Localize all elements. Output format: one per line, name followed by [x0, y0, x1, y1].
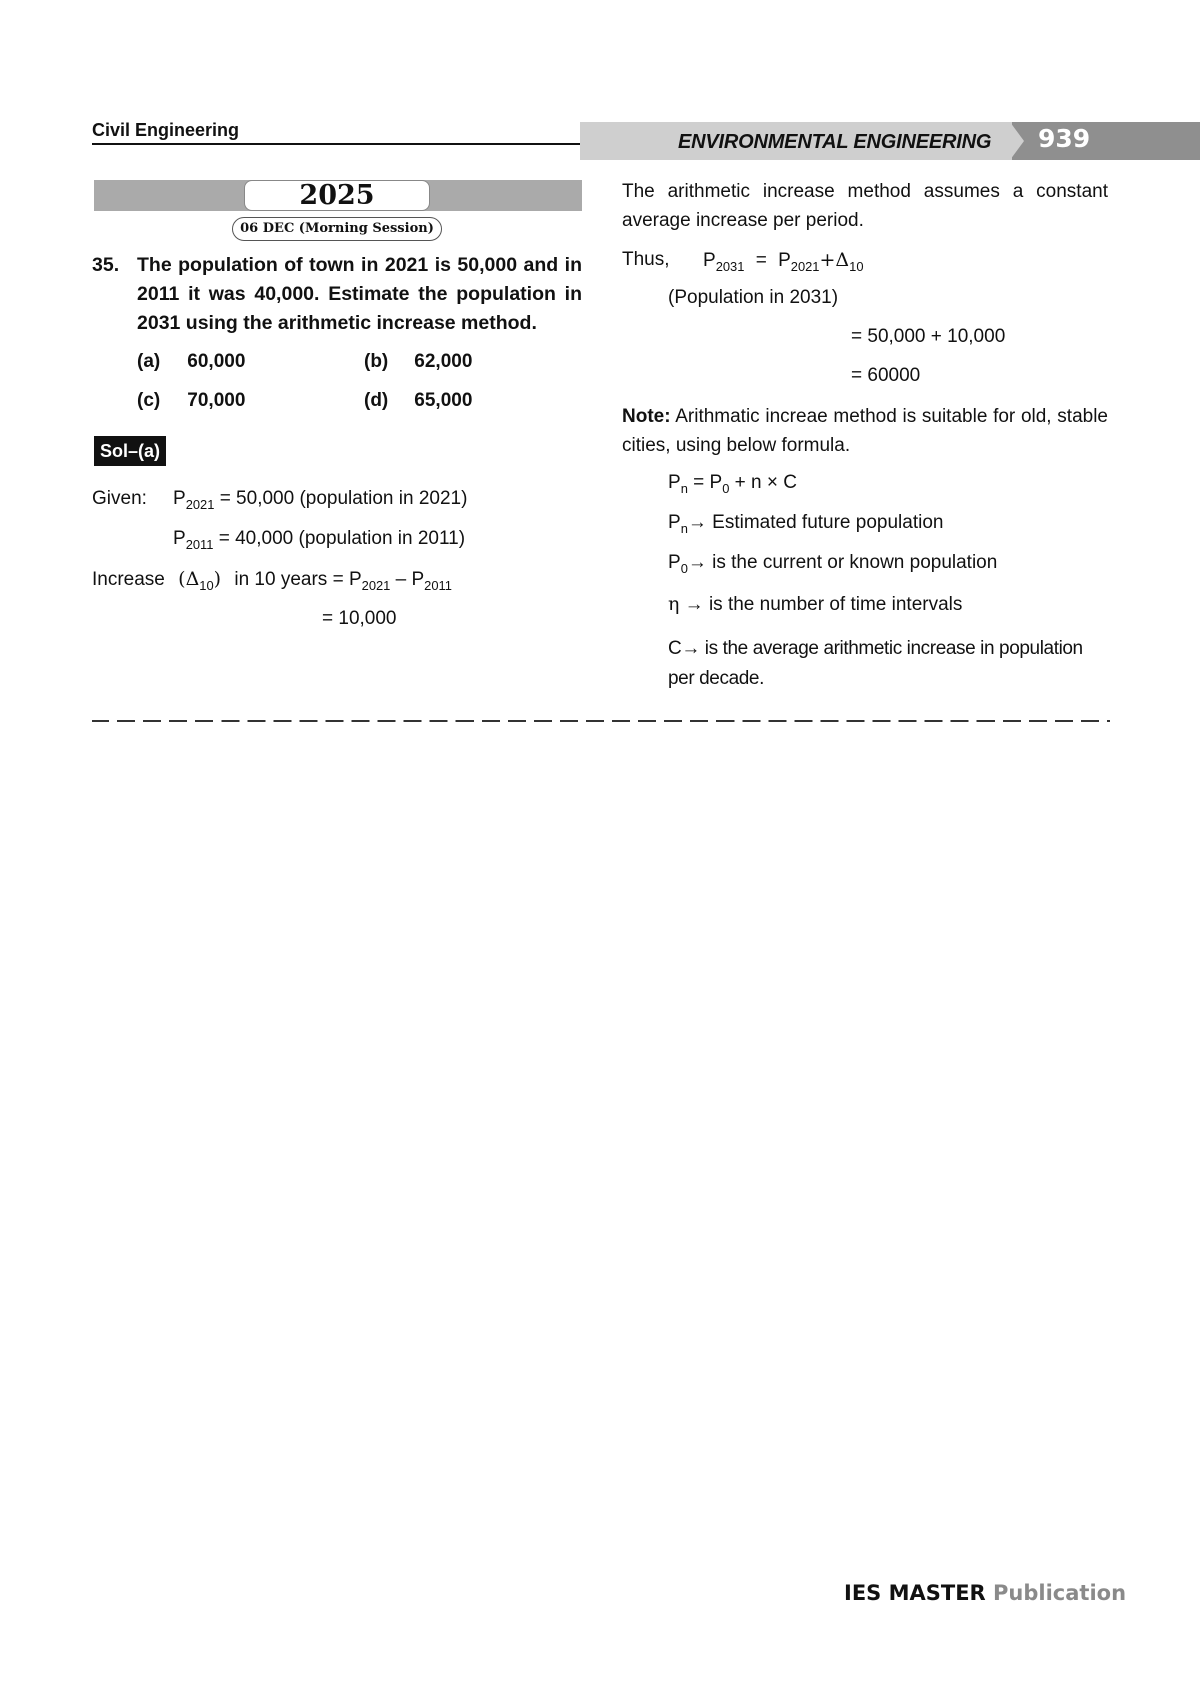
- equals-sign: =: [755, 250, 767, 271]
- given-value: = 50,000 (population in 2021): [219, 488, 468, 509]
- definition-text: → is the current or known population: [687, 552, 998, 573]
- page-tab-notch: [1010, 122, 1024, 160]
- note-label: Note:: [622, 406, 671, 427]
- delta-open: (Δ: [178, 568, 200, 590]
- year-label: 2025: [244, 180, 430, 211]
- eta-symbol: η: [668, 593, 680, 615]
- p-symbol: P: [703, 250, 716, 271]
- increase-label: Increase: [92, 569, 165, 590]
- section-divider: [92, 720, 1110, 722]
- p-symbol: P: [668, 472, 681, 493]
- delta-close: ): [213, 568, 222, 590]
- given-line-2011: [173, 527, 465, 552]
- option-value: 62,000: [414, 351, 473, 372]
- option-d: [364, 390, 472, 412]
- definition-pn: [668, 511, 943, 536]
- p-symbol: P: [668, 512, 681, 533]
- question-text: The population of town in 2021 is 50,000 and in 2011 it was 40,000. Estimate the population in 2031 using the arithmetic increase method.: [137, 254, 582, 334]
- subscript: n: [680, 481, 688, 497]
- solution-badge: Sol–(a): [94, 436, 166, 466]
- option-value: 60,000: [187, 351, 246, 372]
- p-symbol: P: [173, 528, 186, 549]
- calculation-step-1: = 50,000 + 10,000: [851, 326, 1006, 347]
- definition-eta: [668, 592, 962, 617]
- option-label: (d): [364, 390, 389, 411]
- running-header-title: Civil Engineering: [92, 120, 240, 140]
- calculation-step-2: = 60000: [851, 365, 921, 386]
- definition-text: → is the average arithmetic increase in population per decade.: [668, 638, 1083, 689]
- formula-middle: = P: [687, 472, 723, 493]
- note-paragraph: [622, 402, 1108, 460]
- increase-line: [92, 567, 452, 593]
- subscript: 2011: [185, 537, 214, 553]
- thus-label: Thus,: [622, 249, 670, 270]
- definition-p0: [668, 551, 997, 576]
- increase-expression: in 10 years = P: [234, 569, 362, 590]
- note-text: Arithmatic increae method is suitable for old, stable cities, using below formula.: [622, 406, 1108, 456]
- option-b: [364, 351, 472, 373]
- subscript: n: [680, 521, 688, 537]
- minus-term: – P: [395, 569, 425, 590]
- option-value: 65,000: [414, 390, 473, 411]
- question-number: 35.: [92, 254, 120, 276]
- option-label: (b): [364, 351, 389, 372]
- given-label: Given:: [92, 488, 147, 509]
- increase-result: = 10,000: [322, 608, 397, 629]
- subject-title: ENVIRONMENTAL ENGINEERING: [678, 131, 992, 153]
- option-a: [137, 351, 245, 373]
- publisher-brand: IES MASTER: [844, 1581, 986, 1605]
- equation-p2031: [703, 248, 864, 274]
- population-2031-label: (Population in 2031): [668, 287, 839, 308]
- formula: [668, 471, 797, 496]
- c-symbol: C: [668, 638, 682, 659]
- publisher-suffix: Publication: [993, 1581, 1127, 1605]
- subscript: 2011: [424, 578, 452, 594]
- method-intro: The arithmetic increase method assumes a constant average increase per period.: [622, 181, 1108, 231]
- option-value: 70,000: [187, 390, 246, 411]
- publisher-footer: [844, 1581, 1126, 1605]
- definition-text: → is the number of time intervals: [679, 594, 963, 615]
- subscript: 2021: [185, 497, 215, 513]
- option-label: (c): [137, 390, 161, 411]
- option-label: (a): [137, 351, 161, 372]
- subscript: 2031: [715, 259, 745, 275]
- given-line-2021: [173, 487, 467, 512]
- header-rule: [92, 143, 582, 145]
- subscript: 0: [722, 481, 730, 497]
- given-value: = 40,000 (population in 2011): [218, 528, 466, 549]
- subscript: 2021: [790, 259, 820, 275]
- definition-text: → Estimated future population: [687, 512, 944, 533]
- formula-end: + n × C: [729, 472, 797, 493]
- page-number: 939: [1038, 124, 1091, 153]
- subscript: 10: [199, 578, 214, 594]
- p-symbol: P: [778, 250, 791, 271]
- subscript: 0: [680, 561, 688, 577]
- plus-delta: +Δ: [819, 249, 850, 271]
- p-symbol: P: [668, 552, 681, 573]
- subscript: 10: [849, 259, 864, 275]
- definition-c: [668, 634, 1110, 694]
- session-label: 06 DEC (Morning Session): [232, 217, 442, 241]
- subscript: 2021: [361, 578, 391, 594]
- p-symbol: P: [173, 488, 186, 509]
- option-c: [137, 390, 245, 412]
